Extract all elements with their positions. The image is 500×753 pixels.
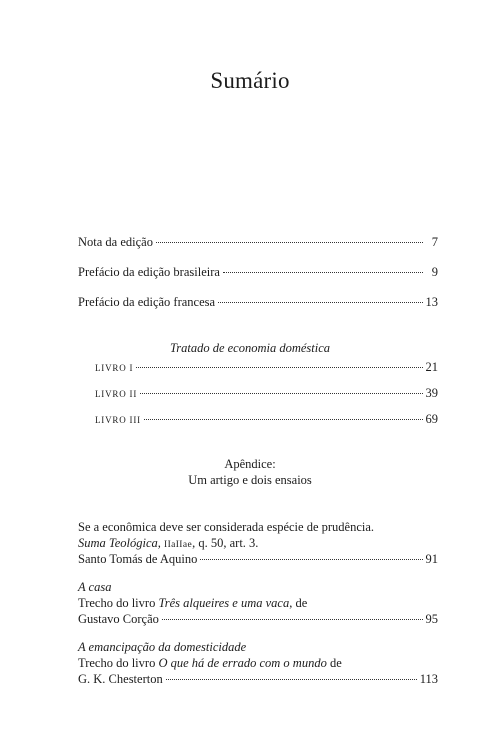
entry-2-trecho [78,595,438,611]
trecho-suffix: de [326,656,342,670]
dot-leader [144,418,423,420]
page-title: Sumário [210,68,290,93]
dot-leader [218,301,422,303]
entry-1-title: Se a econômica deve ser considerada espécie de prudência. [78,520,375,534]
dot-leader [200,558,422,560]
book-title: Três alqueires e uma vaca [158,596,290,610]
trecho-prefix: Trecho do livro [78,656,159,670]
trecho-prefix: Trecho do livro [78,596,159,610]
dot-leader [140,392,422,394]
toc-entry-corcao[interactable] [78,611,438,627]
toc-entry-label: G. K. Chesterton [78,672,163,686]
section-heading-apendice: Apêndice: [224,457,276,471]
book-title: O que há de errado com o mundo [158,656,327,670]
toc-entry-chesterton[interactable] [78,671,438,687]
dot-leader [156,241,423,243]
entry-3-trecho [78,655,438,671]
toc-entry-livro-3[interactable] [95,411,438,428]
toc-entry-nota[interactable] [78,234,438,250]
dot-leader [166,678,417,680]
toc-page-number: 21 [425,360,438,374]
entry-2-title: A casa [78,580,112,594]
toc-page-number: 91 [425,552,438,566]
toc-entry-livro-1[interactable] [95,359,438,376]
toc-entry-label: LIVRO I [95,363,134,373]
section-subheading-apendice: Um artigo e dois ensaios [188,473,312,487]
toc-entry-livro-2[interactable] [95,385,438,402]
toc-entry-label: LIVRO II [95,389,138,399]
source-reference: , q. 50, art. 3. [192,536,259,550]
toc-page-number: 69 [425,412,438,426]
toc-entry-prefacio-francesa[interactable] [78,294,438,310]
toc-entry-label: LIVRO III [95,415,141,425]
entry-3-title: A emancipação da domesticidade [78,640,247,654]
trecho-suffix: , de [289,596,308,610]
dot-leader [136,366,422,368]
toc-page-number: 13 [425,295,438,309]
toc-entry-label: Nota da edição [78,235,153,249]
toc-entry-label: Prefácio da edição brasileira [78,265,220,279]
source-work: Suma Teológica, [78,536,161,550]
toc-entry-prefacio-brasileira[interactable] [78,264,438,280]
toc-page-number: 39 [425,386,438,400]
toc-page-number: 95 [425,612,438,626]
toc-page-number: 9 [431,265,438,279]
toc-page-number: 113 [419,672,438,686]
section-heading-tratado: Tratado de economia doméstica [169,341,331,355]
dot-leader [162,618,423,620]
source-part: IIaIIae [164,540,193,550]
toc-page-number: 7 [431,235,438,249]
toc-entry-label: Santo Tomás de Aquino [78,552,198,566]
dot-leader [223,271,423,273]
toc-entry-label: Prefácio da edição francesa [78,295,216,309]
toc-entry-label: Gustavo Corção [78,612,159,626]
toc-entry-aquino[interactable] [78,551,438,567]
